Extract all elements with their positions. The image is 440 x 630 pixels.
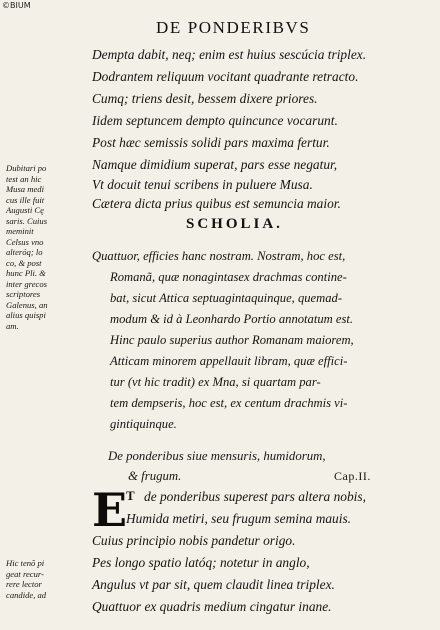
margin-note-line: Galenus, an xyxy=(6,299,48,310)
margin-note-line: Hic tenõ pi xyxy=(6,558,45,568)
section-heading: De ponderibus siue mensuris, humidorum, xyxy=(108,449,326,463)
margin-note-line: co, & post xyxy=(6,257,42,268)
watermark: ©BIUM xyxy=(2,1,31,10)
verse-line: Cumq; triens desit, bessem dixere priores. xyxy=(92,91,318,106)
running-head: DE PONDERIBVS xyxy=(156,18,311,37)
verse-line: Dempta dabit, neq; enim est huius sescúcia triplex. xyxy=(92,47,367,62)
verse-line: Angulus vt par sit, quem claudit linea triplex. xyxy=(92,577,335,592)
margin-note-line: Augusti Cę xyxy=(6,205,44,215)
margin-note-line: alteróq; lo xyxy=(6,247,43,257)
scholia-line: bat, sicut Attica septuagintaquinque, quemad- xyxy=(110,291,343,305)
verse-line: Humida metiri, seu frugum semina mauis. xyxy=(126,511,352,526)
margin-note xyxy=(6,558,90,600)
margin-note-line: alius quispi xyxy=(6,310,46,320)
verse-line: Vt docuit tenui scribens in puluere Musa. xyxy=(92,177,313,192)
margin-note-line: meminit xyxy=(6,226,34,236)
scholia-line: Quattuor, efficies hanc nostram. Nostram, hoc est, xyxy=(92,249,346,263)
scholia-line: tur (vt hic tradit) ex Mna, si quartam par- xyxy=(110,375,321,389)
verse-line: Quattuor ex quadris medium cingatur inane. xyxy=(92,599,332,614)
verse-line: de ponderibus superest pars altera nobis, xyxy=(144,489,366,504)
scholia-line: Atticam minorem appellauit libram, quæ effici- xyxy=(110,354,348,368)
scholia-line: gintiquinque. xyxy=(110,417,177,431)
verse-line: Post hæc semissis solidi pars maxima fertur. xyxy=(92,135,330,150)
verse-line: Dodrantem reliquum vocitant quadrante retracto. xyxy=(92,69,359,84)
margin-note-line: Musa medi xyxy=(6,184,44,194)
margin-note-line: Dubitari po xyxy=(6,163,47,173)
verse-line: Iidem septuncem dempto quincunce vocarunt. xyxy=(92,113,338,128)
scholia-title: SCHOLIA. xyxy=(186,216,283,232)
margin-note-line: hunc Pli. & xyxy=(6,268,46,278)
margin-note-line: am. xyxy=(6,320,19,331)
scholia-line: Romanã, quæ nonagintasex drachmas contine- xyxy=(110,270,347,284)
margin-note-line: test an hic xyxy=(6,173,42,184)
scholia-line: modum & id à Leonhardo Portio annotatum est. xyxy=(110,312,354,326)
drop-cap: E xyxy=(92,483,128,537)
section-heading-cont: & frugum. xyxy=(128,469,182,483)
scholia-line: tem dempseris, hoc est, ex centum drachmis vi- xyxy=(110,396,348,410)
verse-line: Pes longo spatio latóq; notetur in anglo, xyxy=(92,555,310,570)
drop-cap-rest: T xyxy=(126,488,137,503)
margin-note-line: saris. Cuius xyxy=(6,215,48,226)
margin-note xyxy=(6,163,90,331)
margin-note-line: Celsus vno xyxy=(6,236,44,247)
margin-note-line: candide, ad xyxy=(6,589,47,600)
verse-line: Namque dimidium superat, pars esse negatur, xyxy=(92,157,338,172)
chapter-number: Cap.II. xyxy=(334,469,371,483)
verse-line: Cætera dicta prius quibus est semuncia maior. xyxy=(92,196,341,211)
scholia-line: Hinc paulo superius author Romanam maiorem, xyxy=(110,333,354,347)
margin-note-line: geat recur- xyxy=(6,568,44,579)
margin-note-line: cus ille fuit xyxy=(6,194,45,205)
margin-note-line: inter grecos xyxy=(6,278,47,289)
margin-note-line: scriptores xyxy=(6,289,41,299)
verse-line: Cuius principio nobis pandetur origo. xyxy=(92,533,296,548)
margin-note-line: rere lector xyxy=(6,579,42,589)
